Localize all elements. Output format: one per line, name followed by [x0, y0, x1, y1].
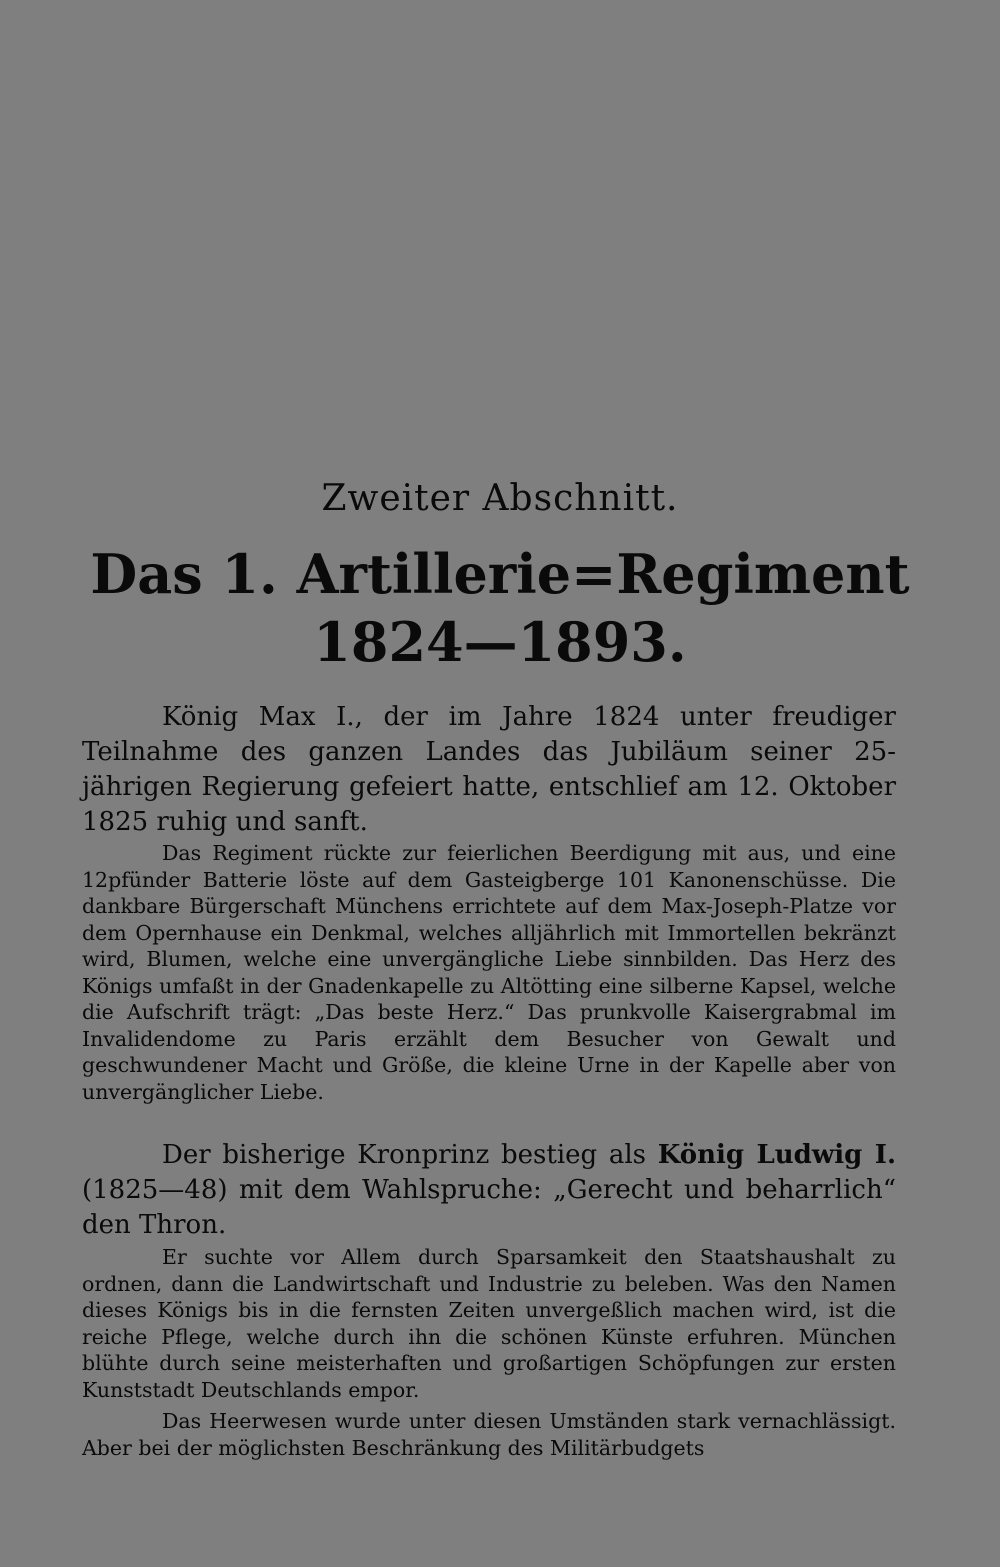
paragraph-2: Das Regiment rückte zur feierlichen Beerdigung mit aus, und eine 12pfünder Batterie löste auf dem Gasteigberge 101 Kanonenschüsse. Die dankbare Bürgerschaft Münchens errichtete auf dem Max-Joseph-Platze vor dem Opernhause ein Denkmal, welches alljährlich mit Immortellen bekränzt wird, Blumen, welche eine unvergängliche Liebe sinnbilden. Das Herz des Königs umfaßt in der Gnadenkapelle zu Altötting eine silberne Kapsel, welche die Aufschrift trägt: „Das beste Herz.“ Das prunkvolle Kaisergrabmal im Invalidendome zu Paris erzählt dem Besucher von Gewalt und geschwundener Macht und Größe, die kleine Urne in der Kapelle aber von unvergänglicher Liebe.: [82, 841, 896, 1104]
king-name: König Ludwig I.: [657, 1140, 896, 1170]
paragraph-3-before: Der bisherige Kronprinz bestieg als: [162, 1140, 658, 1170]
paragraph-3-after: (1825—48) mit dem Wahlspruche: „Gerecht und beharrlich“ den Thron.: [82, 1175, 896, 1240]
paragraph-4: Er suchte vor Allem durch Sparsamkeit den Staatshaushalt zu ordnen, dann die Landwirtschaft und Industrie zu beleben. Was den Namen dieses Königs bis in die fernsten Zeiten unvergeßlich machen wird, ist die reiche Pflege, welche durch ihn die schönen Künste erfuhren. München blühte durch seine meisterhaften und großartigen Schöpfungen zur ersten Kunststadt Deutschlands empor.: [82, 1245, 896, 1402]
paragraph-3: [82, 1138, 896, 1243]
paragraph-1: König Max I., der im Jahre 1824 unter freudiger Teilnahme des ganzen Landes das Jubiläum seiner 25-jährigen Regierung gefeiert hatte, entschlief am 12. Oktober 1825 ruhig und sanft.: [82, 702, 896, 837]
section-label: Zweiter Abschnitt.: [321, 478, 679, 519]
paragraph-5: Das Heerwesen wurde unter diesen Umständen stark vernachlässigt. Aber bei der möglichsten Beschränkung des Militärbudgets: [82, 1409, 896, 1460]
chapter-years: 1824—1893.: [313, 610, 687, 674]
chapter-title: Das 1. Artillerie=Regiment: [90, 542, 910, 606]
